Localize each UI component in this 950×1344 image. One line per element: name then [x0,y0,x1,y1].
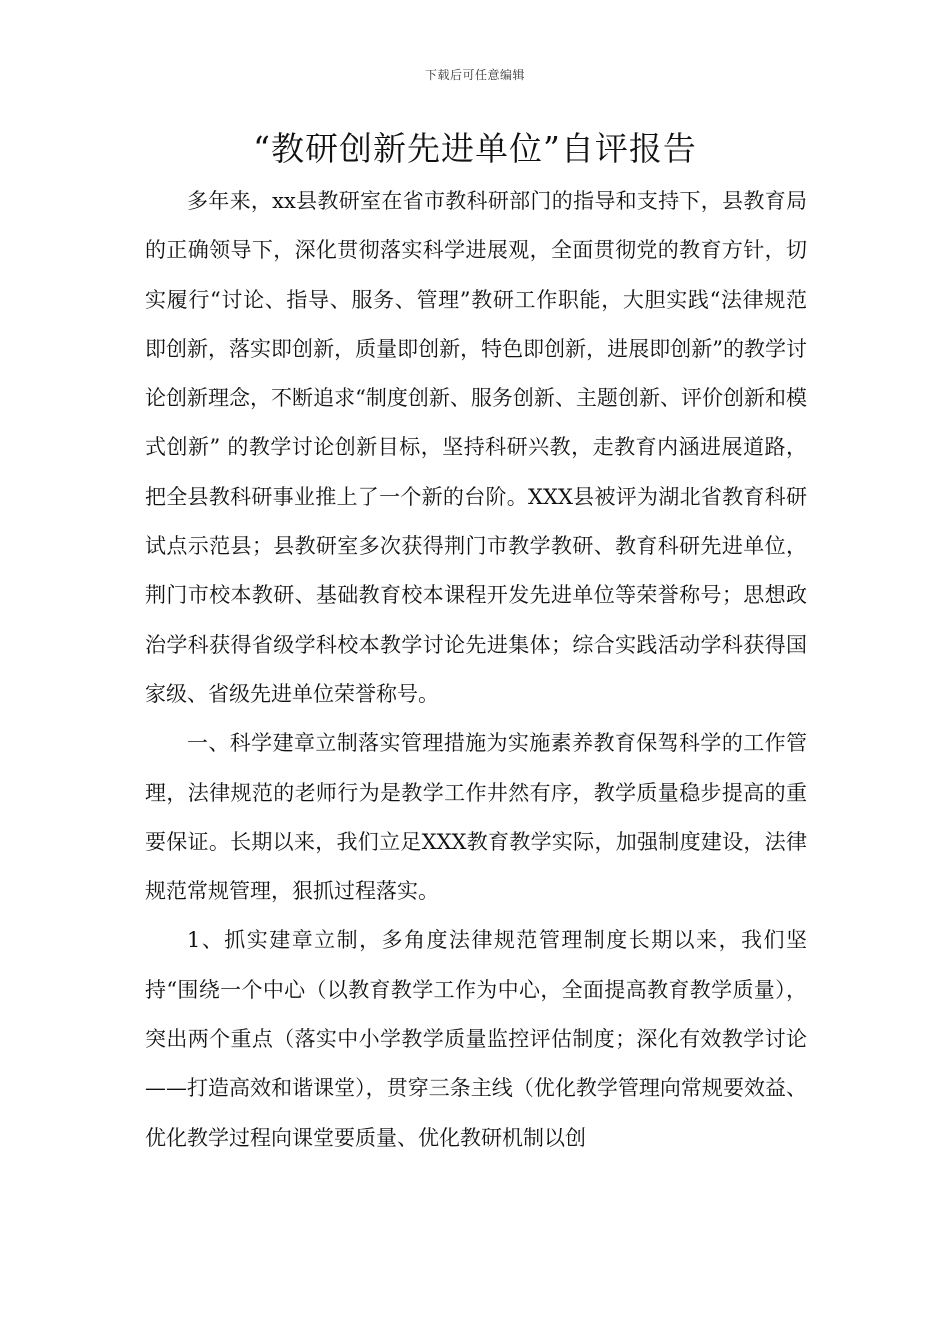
paragraph-intro: 多年来，xx县教研室在省市教科研部门的指导和支持下，县教育局的正确领导下，深化贯彻落实科学进展观，全面贯彻党的教育方针，切实履行“讨论、指导、服务、管理”教研工作职能，大胆实践“法律规范即创新，落实即创新，质量即创新，特色即创新，进展即创新”的教学讨论创新理念，不断追求“制度创新、服务创新、主题创新、评价创新和模式创新” 的教学讨论创新目标，坚持科研兴教，走教育内涵进展道路，把全县教科研事业推上了一个新的台阶。XXX县被评为湖北省教育科研试点示范县；县教研室多次获得荆门市教学教研、教育科研先进单位，荆门市校本教研、基础教育校本课程开发先进单位等荣誉称号；思想政治学科获得省级学科校本教学讨论先进集体；综合实践活动学科获得国家级、省级先进单位荣誉称号。 [145,189,807,706]
page-header: 下载后可任意编辑 [424,68,525,82]
document-title: “教研创新先进单位”自评报告 [253,129,697,168]
paragraph-section-1: 一、科学建章立制落实管理措施为实施素养教育保驾科学的工作管理，法律规范的老师行为是教学工作井然有序，教学质量稳步提高的重要保证。长期以来，我们立足XXX教育教学实际，加强制度建设，法律规范常规管理，狠抓过程落实。 [145,731,807,904]
document-body [145,177,807,1163]
paragraph-subsection-1: 1、抓实建章立制，多角度法律规范管理制度长期以来，我们坚持“围绕一个中心（以教育教学工作为中心，全面提高教育教学质量），突出两个重点（落实中小学教学质量监控评估制度；深化有效教学讨论——打造高效和谐课堂），贯穿三条主线（优化教学管理向常规要效益、优化教学过程向课堂要质量、优化教研机制以创 [145,928,807,1150]
